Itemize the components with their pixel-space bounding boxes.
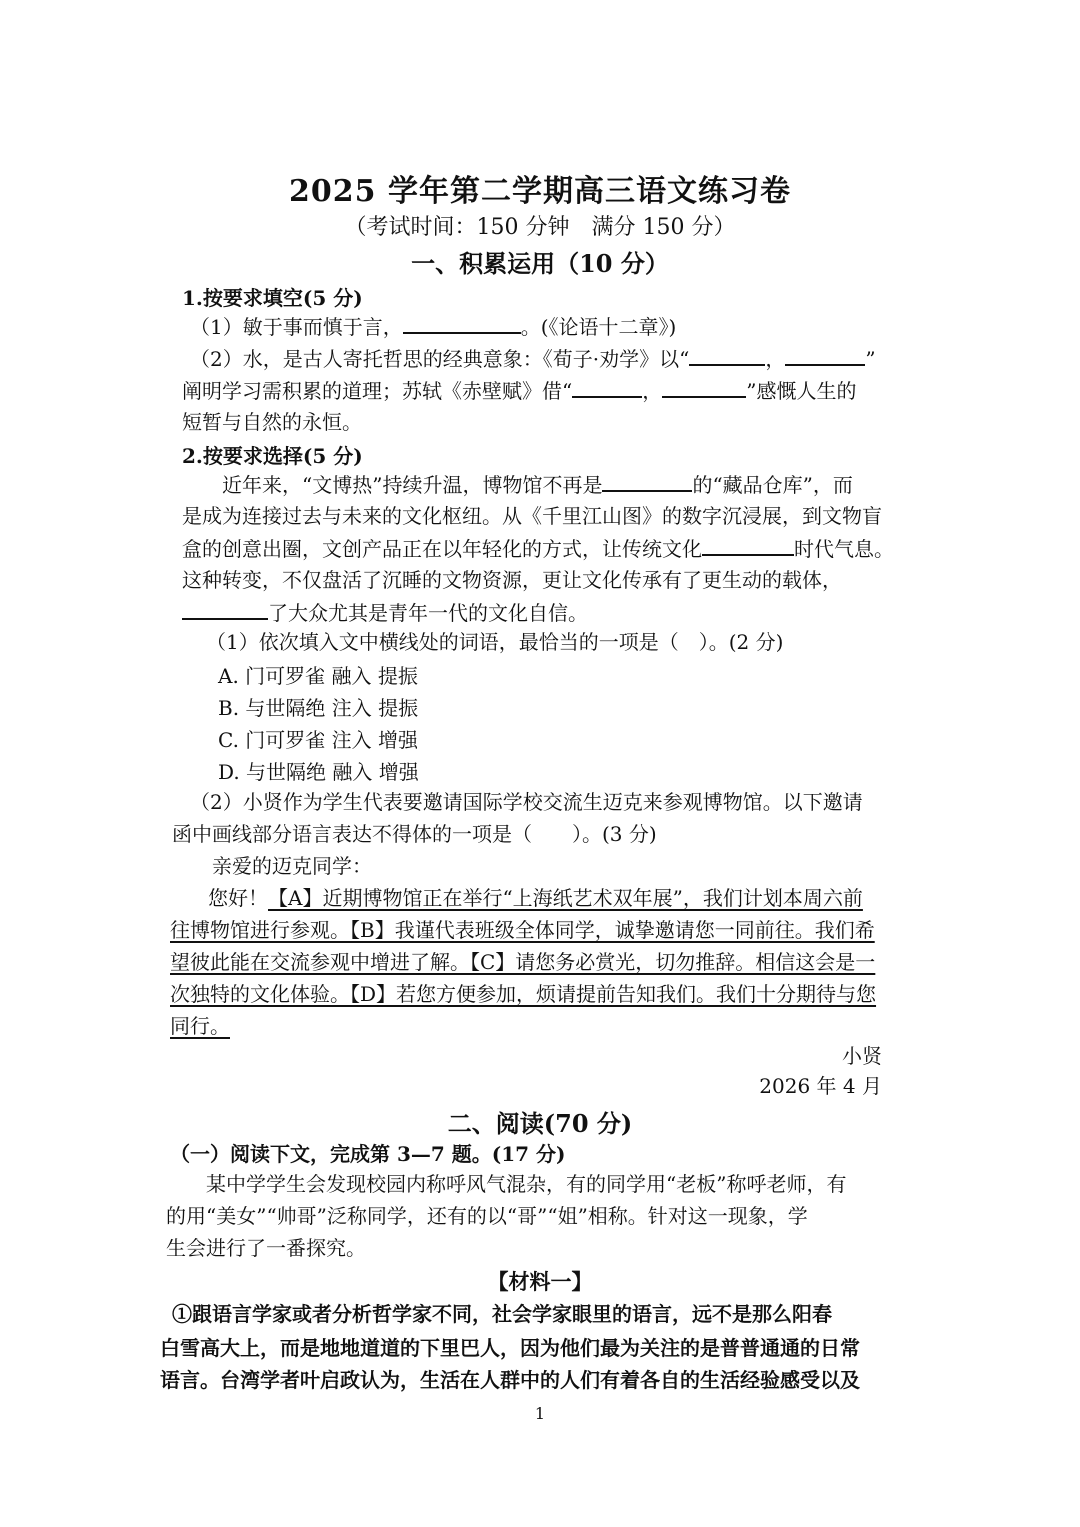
letter-line-5: 同行。 (170, 1014, 230, 1038)
material-title: 【材料一】 (487, 1269, 593, 1294)
item2-line1-text: （2）水，是古人寄托哲思的经典意象：《荀子·劝学》以“ (190, 347, 690, 371)
letter-signature: 小贤 (842, 1044, 882, 1068)
material-line-1: ①跟语言学家或者分析哲学家不同，社会学家眼里的语言，远不是那么阳春 (172, 1302, 832, 1326)
question-1-item-2-line-3: 短暂与自然的永恒。 (182, 410, 362, 434)
passage-line-5 (182, 598, 588, 627)
fill-blank[interactable] (403, 312, 521, 334)
option-a[interactable]: A. 门可罗雀 融入 提振 (218, 664, 418, 688)
option-c[interactable]: C. 门可罗雀 注入 增强 (218, 728, 419, 752)
letter-line-1 (208, 884, 863, 912)
passage-line-3 (182, 534, 894, 563)
passage-line-4: 这种转变，不仅盘活了沉睡的文物资源，更让文化传承有了更生动的载体， (182, 568, 842, 592)
greeting: 您好！ (208, 886, 268, 910)
passage-text: 近年来，“文博热”持续升温，博物馆不再是 (222, 473, 603, 497)
letter-date: 2026 年 4 月 (759, 1074, 882, 1098)
fill-blank[interactable] (662, 376, 746, 398)
question-2-sub-1: （1）依次填入文中横线处的词语，最恰当的一项是（ ）。(2 分) (206, 630, 784, 654)
passage-line-1 (222, 470, 853, 499)
exam-info: （考试时间：150 分钟 满分 150 分） (344, 215, 736, 240)
underlined-text: 【A】近期博物馆正在举行“上海纸艺术双年展”，我们计划本周六前 (268, 886, 863, 910)
passage-text: 的“藏品仓库”，而 (692, 473, 853, 497)
intro-line-2: 的用“美女”“帅哥”泛称同学，还有的以“哥”“姐”相称。针对这一现象，学 (166, 1204, 808, 1228)
item2-line2-text: 阐明学习需积累的道理；苏轼《赤壁赋》借“ (182, 379, 573, 403)
letter-salutation: 亲爱的迈克同学： (212, 854, 372, 878)
material-line-3: 语言。台湾学者叶启政认为，生活在人群中的人们有着各自的生活经验感受以及 (160, 1368, 860, 1392)
question-2-sub-2-line-2: 函中画线部分语言表达不得体的一项是（ ）。(3 分) (172, 822, 657, 846)
passage-text: 了大众尤其是青年一代的文化自信。 (268, 601, 588, 625)
intro-line-3: 生会进行了一番探究。 (166, 1236, 366, 1260)
page-number: 1 (534, 1404, 546, 1423)
fill-blank[interactable] (785, 344, 865, 366)
passage-text: 时代气息。 (794, 537, 894, 561)
item2-line2-comma: ， (642, 379, 663, 403)
page-title: 2025 学年第二学期高三语文练习卷 (289, 174, 791, 209)
question-1-item-2-line-1 (190, 344, 876, 373)
question-2-sub-2-line-1: （2）小贤作为学生代表要邀请国际学校交流生迈克来参观博物馆。以下邀请 (190, 790, 863, 814)
letter-line-2: 往博物馆进行参观。【B】我谨代表班级全体同学，诚挚邀请您一同前往。我们希 (170, 918, 875, 942)
item1-text-before: （1）敏于事而慎于言， (190, 315, 403, 339)
section-title-part2: 二、阅读(70 分) (447, 1109, 633, 1138)
item2-line2-tail: ”感慨人生的 (746, 379, 857, 403)
fill-blank[interactable] (689, 344, 765, 366)
question-1-item-1 (190, 312, 676, 341)
letter-line-4: 次独特的文化体验。【D】若您方便参加，烦请提前告知我们。我们十分期待与您 (170, 982, 877, 1006)
reading-sub-heading: （一）阅读下文，完成第 3—7 题。(17 分) (170, 1142, 566, 1166)
section-title-part1: 一、积累运用（10 分） (411, 249, 669, 278)
item2-line1-quote: ” (865, 347, 876, 371)
passage-line-2: 是成为连接过去与未来的文化枢纽。从《千里江山图》的数字沉浸展，到文物盲 (182, 504, 882, 528)
material-line-2: 白雪高大上，而是地地道道的下里巴人，因为他们最为关注的是普普通通的日常 (160, 1336, 860, 1360)
fill-blank[interactable] (572, 376, 642, 398)
question-1-heading: 1.按要求填空(5 分) (182, 286, 363, 310)
passage-text: 盒的创意出圈，文创产品正在以年轻化的方式，让传统文化 (182, 537, 702, 561)
intro-line-1: 某中学学生会发现校园内称呼风气混杂，有的同学用“老板”称呼老师，有 (206, 1172, 847, 1196)
fill-blank[interactable] (702, 534, 794, 556)
fill-blank[interactable] (182, 598, 268, 620)
item2-line1-comma: ， (765, 347, 786, 371)
fill-blank[interactable] (602, 470, 692, 492)
question-2-heading: 2.按要求选择(5 分) (182, 444, 363, 468)
question-1-item-2-line-2 (182, 376, 856, 405)
option-b[interactable]: B. 与世隔绝 注入 提振 (218, 696, 419, 720)
item1-text-after: 。(《论语十二章》) (520, 315, 677, 339)
option-d[interactable]: D. 与世隔绝 融入 增强 (218, 760, 419, 784)
letter-line-3: 望彼此能在交流参观中增进了解。【C】请您务必赏光，切勿推辞。相信这会是一 (170, 950, 876, 974)
